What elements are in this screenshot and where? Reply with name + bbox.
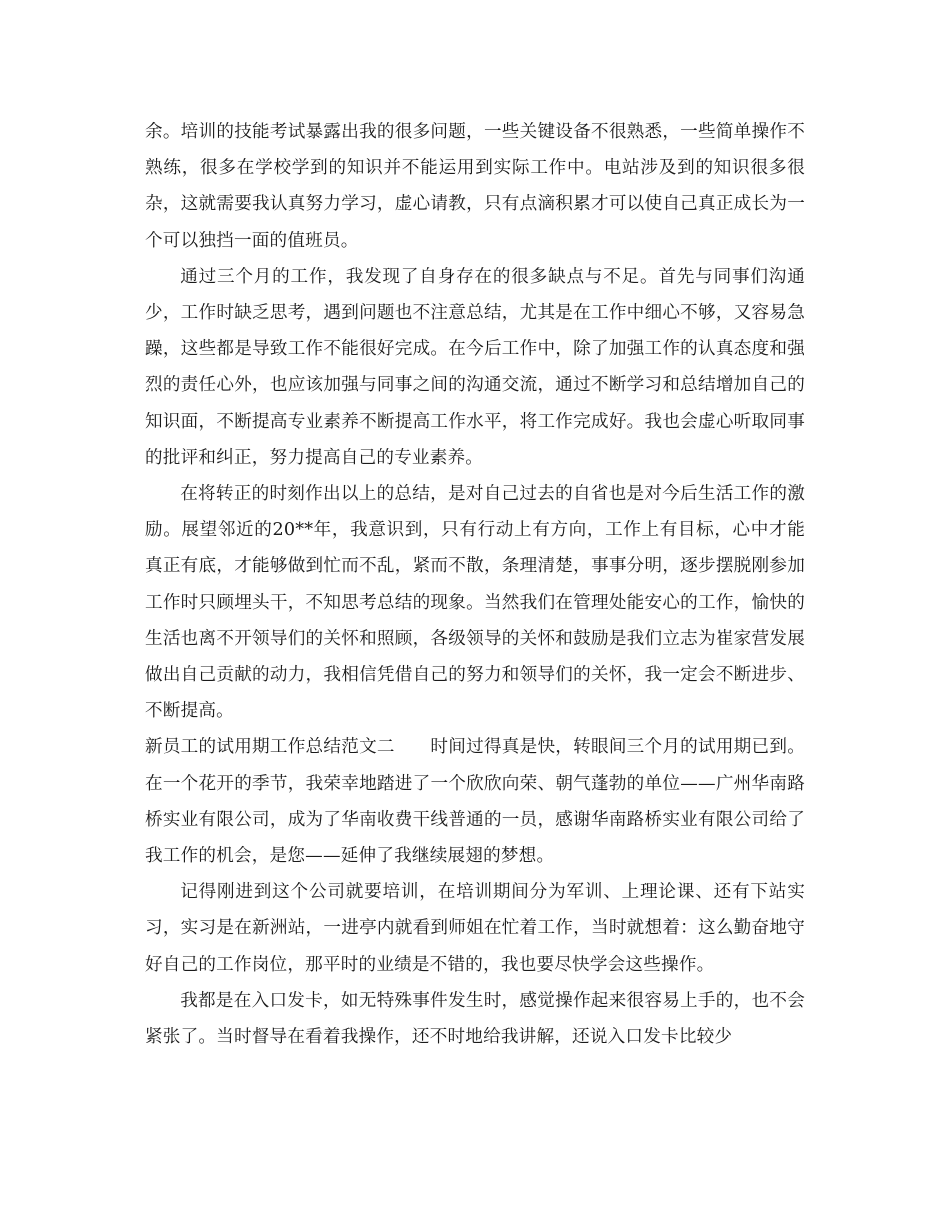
paragraph-3: 在将转正的时刻作出以上的总结，是对自己过去的自省也是对今后生活工作的激励。展望邻近的20**年，我意识到，只有行动上有方向，工作上有目标，心中才能真正有底，才能够做到忙而不乱，紧而不散，条理清楚，事事分明，逐步摆脱刚参加工作时只顾埋头干，不知思考总结的现象。当然我们在管理处能安心的工作，愉快的生活也离不开领导们的关怀和照顾，各级领导的关怀和鼓励是我们立志为崔家营发展做出自己贡献的动力，我相信凭借自己的努力和领导们的关怀，我一定会不断进步、不断提高。	[145, 484, 805, 722]
paragraph-5: 记得刚进到这个公司就要培训，在培训期间分为军训、上理论课、还有下站实习，实习是在新洲站，一进亭内就看到师姐在忙着工作，当时就想着：这么勤奋地守好自己的工作岗位，那平时的业绩是不错的，我也要尽快学会这些操作。	[145, 882, 805, 975]
paragraph-6: 我都是在入口发卡，如无特殊事件发生时，感觉操作起来很容易上手的，也不会紧张了。当时督导在看着我操作，还不时地给我讲解，还说入口发卡比较少	[145, 990, 805, 1048]
paragraph-2: 通过三个月的工作，我发现了自身存在的很多缺点与不足。首先与同事们沟通少，工作时缺乏思考，遇到问题也不注意总结，尤其是在工作中细心不够，又容易急躁，这些都是导致工作不能很好完成。在今后工作中，除了加强工作的认真态度和强烈的责任心外，也应该加强与同事之间的沟通交流，通过不断学习和总结增加自己的知识面，不断提高专业素养不断提高工作水平，将工作完成好。我也会虚心听取同事的批评和纠正，努力提高自己的专业素养。	[145, 266, 805, 468]
document-body	[145, 114, 805, 1055]
paragraph-4: 新员工的试用期工作总结范文二 时间过得真是快，转眼间三个月的试用期已到。在一个花开的季节，我荣幸地踏进了一个欣欣向荣、朝气蓬勃的单位——广州华南路桥实业有限公司，成为了华南收费干线普通的一员，感谢华南路桥实业有限公司给了我工作的机会，是您——延伸了我继续展翅的梦想。	[145, 737, 805, 867]
paragraph-1: 余。培训的技能考试暴露出我的很多问题，一些关键设备不很熟悉，一些简单操作不熟练，很多在学校学到的知识并不能运用到实际工作中。电站涉及到的知识很多很杂，这就需要我认真努力学习，虚心请教，只有点滴积累才可以使自己真正成长为一个可以独挡一面的值班员。	[145, 122, 805, 251]
